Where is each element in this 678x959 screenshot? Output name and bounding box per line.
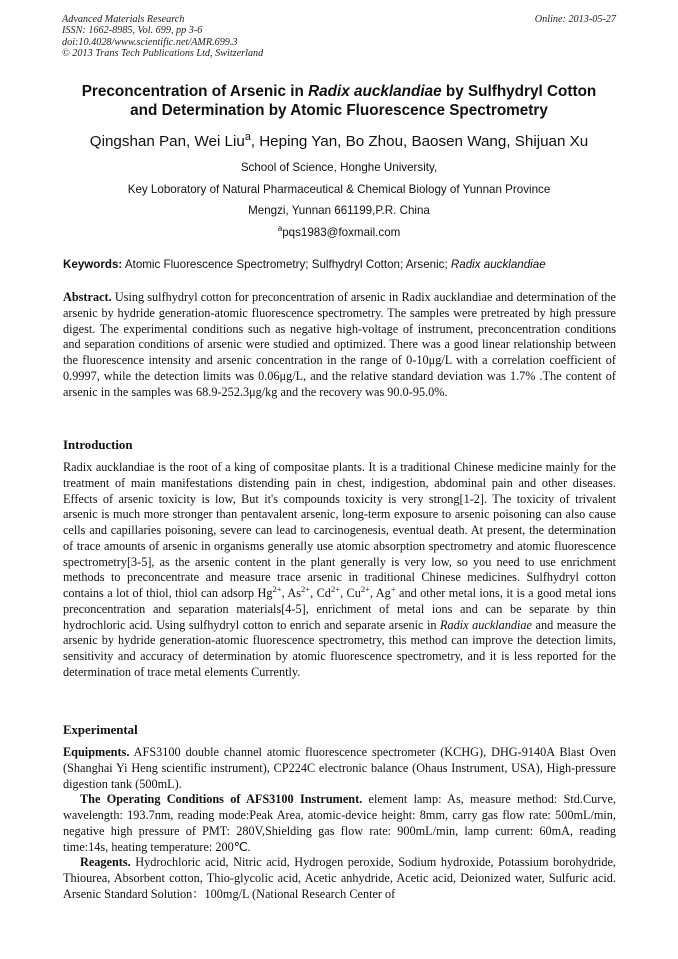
affiliation bbox=[40, 157, 638, 243]
doi: doi:10.4028/www.scientific.net/AMR.699.3 bbox=[62, 36, 238, 48]
affiliation-line: Key Loboratory of Natural Pharmaceutical & Chemical Biology of Yunnan Province bbox=[127, 182, 551, 196]
reagents-paragraph: Reagents. Hydrochloric acid, Nitric acid, Hydrogen peroxide, Sodium hydroxide, Potassium borohydride, Thiourea, Absorbent cotton, Thio-glycolic acid, Acetic anhydride, Acetic acid, Deionized water, Sulfuric acid. Arsenic Standard Solution：100mg/L (National Research Center of bbox=[63, 855, 616, 901]
keywords-label: Keywords: bbox=[63, 258, 123, 271]
journal-name: Advanced Materials Research bbox=[62, 14, 185, 25]
online-date: Online: 2013-05-27 bbox=[534, 14, 616, 25]
email: $^a$pqs1983@foxmail.com bbox=[277, 223, 401, 239]
affiliation-line: Mengzi, Yunnan 661199,P.R. China bbox=[248, 204, 430, 217]
section-heading-introduction: Introduction bbox=[63, 438, 133, 452]
operating-conditions-paragraph: The Operating Conditions of AFS3100 Instrument. element lamp: As, measure method: Std.Curve, wavelength: 193.7nm, reading mode:Peak Area, atomic-device height: 8mm, carry gas flow rate: 500mL/min, negative high pressure of PMT: 280V,Shielding gas flow rate: 900mL/min, lamp current: 60mA, reading time:14s, heating temperature: 200℃. bbox=[63, 792, 616, 854]
equipments-paragraph: Equipments. AFS3100 double channel atomic fluorescence spectrometer (KCHG), DHG-9140A Blast Oven (Shanghai Yi Heng scientific instrument), CP224C electronic balance (Ohaus Instrument, USA), High-pressure digestion tank (500mL). bbox=[63, 745, 616, 791]
experimental-text bbox=[63, 745, 616, 903]
section-heading-experimental: Experimental bbox=[63, 723, 138, 737]
introduction-text: Radix aucklandiae is the root of a king of compositae plants. It is a traditional Chinese medicine mainly for the treatment of main manifestations distending pain in chest, indigestion, abdominal pain and other diseases. Effects of arsenic toxicity is low, But it's compounds toxicity is very strong[1-2]. The toxicity of trivalent arsenic is much more stronger than pentavalent arsenic, long-term exposure to arsenic poisoning can also cause cells and capillaries poisoning, severe can lead to carcinogenesis, eventual death. At present, the determination of trace amounts of arsenic in organisms generally use atomic absorption spectrometry and atomic fluorescence spectrometry[3-5], as the arsenic content in the plant generally is very low, so you need to use enrichment methods to preconcentrate and measure trace arsenic in traditional Chinese medicines. Sulfhydryl cotton contains a lot of thiol, thiol can adsorp $Hg^{2+}$, $As^{2+}$, $Cd^{2+}$, $Cu^{2+}$, Ag+ and other metal ions, it is a good metal ions preconcentration and separation materials[4-5], enrichment of metal ions and can be separate by thin hydrochloric acid. Using sulfhydryl cotton to enrich and separate arsenic in Radix aucklandiae and measure the arsenic by hydride generation-atomic fluorescence spectrometry, this method can improve the detection limits, sensitivity and accuracy of determination by atomic fluorescence spectrometry, and it is less reported for the determination of trace metal elements Currently. bbox=[63, 460, 617, 679]
copyright: © 2013 Trans Tech Publications Ltd, Switzerland bbox=[62, 47, 264, 59]
affiliation-line: School of Science, Honghe University, bbox=[240, 161, 438, 174]
keywords: Keywords: Atomic Fluorescence Spectrometry; Sulfhydryl Cotton; Arsenic; Radix aucklandiae bbox=[63, 258, 546, 271]
author-list: Qingshan Pan, Wei Liu$^a$, Heping Yan, Bo Zhou, Baosen Wang, Shijuan Xu bbox=[89, 130, 589, 150]
abstract-label: Abstract. bbox=[63, 290, 112, 304]
author-mark: a bbox=[244, 130, 251, 143]
issn: ISSN: 1662-8985, Vol. 699, pp 3-6 bbox=[62, 25, 203, 37]
journal-header bbox=[62, 14, 263, 59]
paper-title: Preconcentration of Arsenic in Radix aucklandiae by Sulfhydryl Cotton and Determination by Atomic Fluorescence Spectrometry bbox=[81, 83, 597, 119]
abstract: Abstract. Using sulfhydryl cotton for preconcentration of arsenic in Radix aucklandiae and determination of the arsenic by hydride generation-atomic fluorescence spectrometry. The samples were pretreated by high pressure digest. The experimental conditions such as negative high-voltage of instrument, preconcentration conditions and separation conditions of arsenic were studied and optimized. There was a good linear relationship between the fluorescence intensity and arsenic concentration in the range of 0-10μg/L with a correlation coefficient of 0.9997, while the detection limits was 0.06μg/L, and the relative standard deviation was 1.7% .The content of arsenic in the samples was 68.9-252.3μg/kg and the recovery was 90.0-95.0%. bbox=[63, 290, 616, 399]
